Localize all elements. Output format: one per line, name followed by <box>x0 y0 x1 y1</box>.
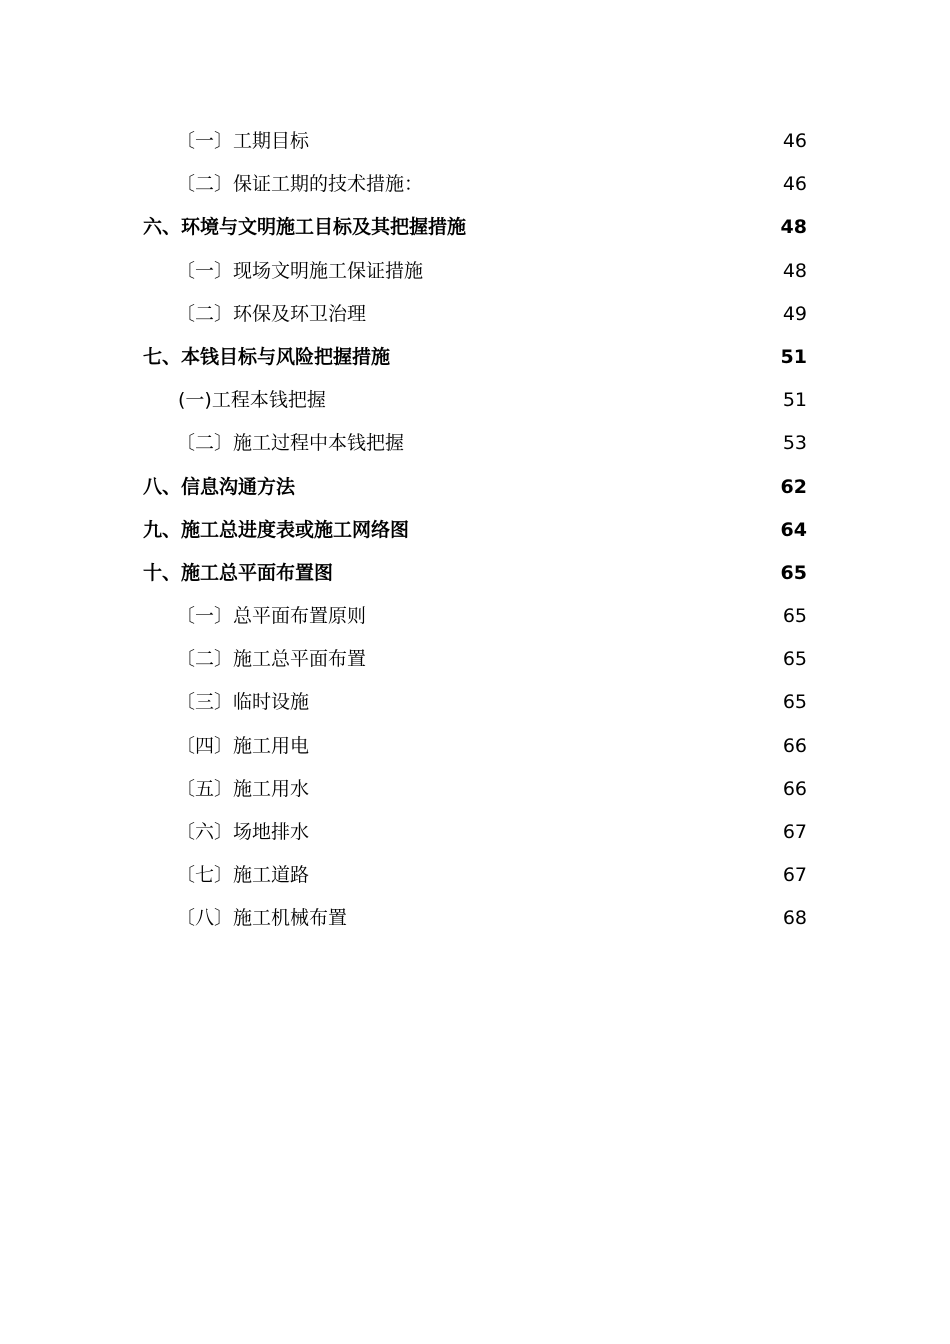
toc-entry-title: 六、环境与文明施工目标及其把握措施 <box>143 216 467 239</box>
toc-entry[interactable] <box>0 638 950 681</box>
toc-entry[interactable] <box>0 422 950 465</box>
toc-entry-page: 46 <box>782 130 807 152</box>
toc-entry[interactable] <box>0 120 950 163</box>
toc-entry-title: 八、信息沟通方法 <box>143 475 296 498</box>
toc-entry-page: 48 <box>780 216 807 239</box>
toc-entry-title: 〔八〕施工机械布置 <box>176 907 348 930</box>
toc-entry-page: 66 <box>782 777 807 800</box>
toc-entry[interactable] <box>0 854 950 897</box>
toc-entry[interactable] <box>0 768 950 811</box>
toc-entry-page: 46 <box>782 173 807 196</box>
toc-entry-page: 66 <box>782 734 807 757</box>
toc-entry-title: 〔二〕环保及环卫治理 <box>176 302 367 325</box>
toc-entry-page: 49 <box>782 302 807 325</box>
toc-entry-page: 68 <box>782 907 807 930</box>
toc-entry-page: 65 <box>782 691 807 714</box>
table-of-contents <box>0 120 950 941</box>
toc-entry-page: 62 <box>780 475 807 498</box>
toc-entry-title: 〔七〕施工道路 <box>176 864 310 887</box>
toc-entry-title: 〔三〕临时设施 <box>176 691 310 714</box>
toc-entry-page: 65 <box>782 648 807 671</box>
toc-chapter-entry[interactable] <box>0 336 950 379</box>
toc-entry[interactable] <box>0 379 950 422</box>
toc-entry-page: 65 <box>782 605 807 628</box>
toc-entry-page: 65 <box>780 561 807 584</box>
toc-entry[interactable] <box>0 811 950 854</box>
toc-entry-title: 七、本钱目标与风险把握措施 <box>143 345 391 368</box>
toc-entry[interactable] <box>0 595 950 638</box>
toc-entry-page: 67 <box>782 821 807 843</box>
toc-entry-title: 〔四〕施工用电 <box>176 734 310 757</box>
toc-entry[interactable] <box>0 681 950 724</box>
toc-entry[interactable] <box>0 293 950 336</box>
toc-entry[interactable] <box>0 897 950 940</box>
toc-entry-title: 〔一〕现场文明施工保证措施 <box>176 259 424 282</box>
toc-entry-page: 51 <box>780 345 807 368</box>
toc-chapter-entry[interactable] <box>0 552 950 595</box>
toc-entry[interactable] <box>0 250 950 293</box>
toc-entry-title: 〔二〕施工总平面布置 <box>176 648 367 671</box>
toc-entry-page: 48 <box>782 259 807 282</box>
toc-entry[interactable] <box>0 163 950 206</box>
toc-entry-title: (一)工程本钱把握 <box>178 389 326 412</box>
toc-entry-page: 51 <box>782 389 807 412</box>
toc-entry-title: 〔一〕工期目标 <box>176 130 310 152</box>
toc-chapter-entry[interactable] <box>0 466 950 509</box>
toc-chapter-entry[interactable] <box>0 509 950 552</box>
toc-chapter-entry[interactable] <box>0 206 950 249</box>
toc-entry-page: 64 <box>780 518 807 541</box>
toc-entry-title: 〔五〕施工用水 <box>176 777 310 800</box>
toc-entry-title: 〔二〕施工过程中本钱把握 <box>176 432 405 455</box>
toc-entry-title: 十、施工总平面布置图 <box>143 561 334 584</box>
toc-entry[interactable] <box>0 725 950 768</box>
toc-entry-title: 〔二〕保证工期的技术措施： <box>176 173 424 196</box>
toc-entry-title: 〔六〕场地排水 <box>176 821 310 843</box>
toc-entry-page: 67 <box>782 864 807 887</box>
toc-entry-title: 〔一〕总平面布置原则 <box>176 605 367 628</box>
toc-entry-page: 53 <box>782 432 807 455</box>
toc-entry-title: 九、施工总进度表或施工网络图 <box>143 518 410 541</box>
